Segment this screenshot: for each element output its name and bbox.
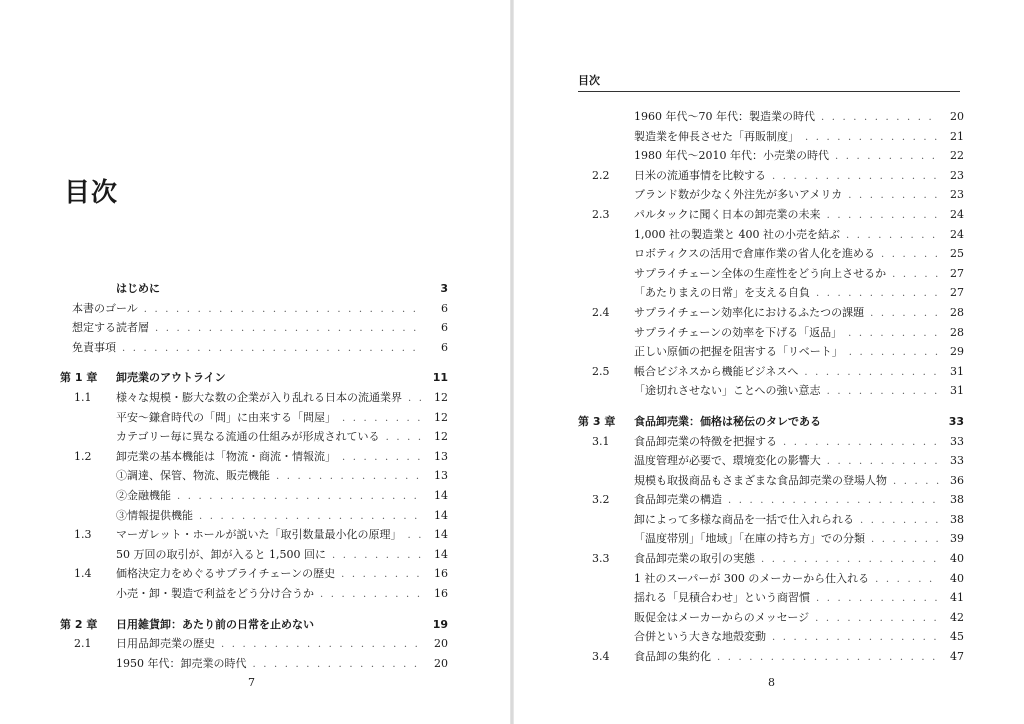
toc-entry[interactable] — [60, 507, 448, 527]
toc-entry[interactable] — [578, 570, 964, 590]
toc-entry[interactable] — [60, 428, 448, 448]
dot-leader — [849, 347, 940, 358]
toc-entry-title: 想定する読者層 — [72, 321, 149, 335]
page-number: 7 — [248, 676, 255, 689]
dot-leader — [772, 171, 940, 182]
toc-entry-title: 規模も取扱商品もさまざまな食品卸売業の登場人物 — [634, 473, 887, 487]
toc-entry[interactable] — [578, 265, 964, 285]
toc-entry[interactable] — [578, 147, 964, 167]
toc-entry-title: 1960 年代～70 年代：製造業の時代 — [634, 110, 815, 123]
toc-entry[interactable] — [578, 284, 964, 304]
toc-entry-page: 21 — [950, 129, 964, 143]
toc-entry-page: 22 — [950, 149, 964, 163]
toc-entry-page: 39 — [950, 532, 964, 546]
toc-entry-title: 販促金はメーカーからのメッセージ — [634, 610, 810, 624]
toc-entry-page: 38 — [950, 512, 964, 526]
toc-entry[interactable] — [60, 526, 448, 546]
toc-entry-title: 食品卸売業の特徴を把握する — [634, 434, 777, 448]
toc-entry[interactable] — [578, 343, 964, 363]
toc-entry-number: 2.5 — [592, 364, 610, 378]
toc-entry-title: 日用品卸売業の歴史 — [116, 637, 215, 651]
toc-entry-number: 2.2 — [592, 168, 610, 182]
dot-leader — [342, 413, 424, 424]
toc-entry-number: 第 3 章 — [578, 414, 616, 428]
toc-entry-title: 卸によって多様な商品を一括で仕入れられる — [634, 512, 854, 526]
toc-entry[interactable] — [578, 609, 964, 629]
dot-leader — [408, 393, 424, 404]
dot-leader — [155, 323, 424, 334]
toc-entry-page: 12 — [434, 410, 448, 424]
toc-entry-title: 正しい原価の把握を阻害する「リベート」 — [634, 345, 843, 359]
toc-entry[interactable] — [578, 363, 964, 383]
toc-entry-page: 12 — [434, 430, 448, 444]
running-head: 目次 — [578, 72, 960, 92]
toc-entry-page: 16 — [434, 586, 448, 600]
toc-entry-number: 3.2 — [592, 493, 610, 507]
toc-entry[interactable] — [578, 186, 964, 206]
dot-leader — [253, 659, 425, 670]
toc-entry[interactable] — [60, 280, 448, 300]
toc-entry-page: 14 — [434, 547, 448, 561]
toc-entry-number: 1.3 — [74, 528, 92, 542]
page-title: 目次 — [64, 178, 119, 208]
dot-leader — [893, 476, 940, 487]
toc-entry-number: 第 2 章 — [60, 617, 98, 631]
toc-entry-page: 23 — [950, 188, 964, 202]
toc-entry-title: ③情報提供機能 — [116, 508, 193, 522]
toc-entry-page: 36 — [950, 473, 964, 487]
toc-entry[interactable] — [60, 655, 448, 675]
toc-entry[interactable] — [578, 108, 964, 128]
toc-entry-title: ブランド数が少なく外注先が多いアメリカ — [634, 188, 843, 202]
dot-leader — [221, 639, 424, 650]
toc-entry[interactable] — [578, 511, 964, 531]
dot-leader — [860, 515, 940, 526]
toc-entry-page: 40 — [950, 571, 964, 585]
toc-entry-title: 食品卸売業：価格は秘伝のタレである — [634, 414, 821, 428]
toc-entry[interactable] — [578, 472, 964, 492]
toc-entry[interactable] — [60, 339, 448, 359]
toc-entry-title: 日用雑貨卸：あたり前の日常を止めない — [116, 617, 314, 631]
toc-entry-title: マーガレット・ホールが説いた「取引数量最小化の原理」 — [116, 528, 402, 542]
dot-leader — [199, 511, 424, 522]
toc-entry-page: 13 — [434, 469, 448, 483]
toc-entry-page: 19 — [432, 617, 448, 631]
toc-entry-title: 製造業を伸長させた「再販制度」 — [634, 129, 799, 143]
toc-entry-title: はじめに — [116, 282, 160, 295]
dot-leader — [717, 652, 940, 663]
toc-entry-number: 2.4 — [592, 305, 610, 319]
toc-entry-page: 6 — [441, 301, 448, 315]
toc-entry[interactable] — [60, 319, 448, 339]
dot-leader — [816, 593, 940, 604]
toc-entry[interactable] — [578, 648, 964, 668]
dot-leader — [332, 550, 424, 561]
toc-entry-page: 12 — [434, 390, 448, 404]
dot-leader — [386, 432, 424, 443]
toc-entry[interactable] — [60, 546, 448, 566]
dot-leader — [816, 288, 940, 299]
toc-entry-title: ロボティクスの活用で倉庫作業の省人化を進める — [634, 247, 876, 261]
left-page — [0, 0, 510, 724]
toc-entry[interactable] — [578, 433, 964, 453]
toc-entry-title: 卸売業の基本機能は「物流・商流・情報流」 — [116, 449, 336, 463]
toc-entry-page: 20 — [434, 656, 448, 670]
toc-entry[interactable] — [578, 245, 964, 265]
toc-entry-title: 「あたりまえの日常」を支える自負 — [634, 286, 810, 300]
toc-entry-title: 食品卸売業の構造 — [634, 493, 722, 507]
toc-list-left — [60, 280, 448, 674]
toc-entry[interactable] — [578, 206, 964, 226]
dot-leader — [835, 151, 940, 162]
toc-entry-title: 様々な規模・膨大な数の企業が入り乱れる日本の流通業界 — [116, 390, 402, 404]
toc-entry[interactable] — [578, 167, 964, 187]
dot-leader — [815, 613, 940, 624]
toc-entry-page: 31 — [950, 364, 964, 378]
toc-entry-page: 24 — [950, 227, 964, 241]
toc-entry-page: 45 — [950, 630, 964, 644]
toc-entry-number: 2.1 — [74, 637, 92, 651]
dot-leader — [875, 574, 940, 585]
dot-leader — [761, 554, 940, 565]
dot-leader — [827, 210, 940, 221]
toc-entry[interactable] — [60, 616, 448, 636]
toc-list-right — [578, 108, 964, 668]
toc-entry-page: 16 — [434, 567, 448, 581]
dot-leader — [848, 190, 940, 201]
dot-leader — [728, 495, 940, 506]
toc-entry-title: 本書のゴール — [72, 301, 138, 315]
dot-leader — [821, 112, 940, 123]
toc-entry-title: 「途切れさせない」ことへの強い意志 — [634, 384, 821, 398]
toc-entry-title: 合併という大きな地殻変動 — [634, 630, 766, 644]
toc-entry-title: 50 万回の取引が、卸が入ると 1,500 回に — [116, 547, 326, 561]
toc-entry-number: 3.3 — [592, 552, 610, 566]
dot-leader — [881, 249, 940, 260]
toc-entry-page: 40 — [950, 552, 964, 566]
toc-entry-page: 28 — [950, 305, 964, 319]
toc-entry-page: 6 — [441, 321, 448, 335]
toc-entry-page: 20 — [434, 637, 448, 651]
toc-entry-number: 1.2 — [74, 449, 92, 463]
toc-entry-title: 1,000 社の製造業と 400 社の小売を結ぶ — [634, 227, 840, 241]
toc-entry-page: 11 — [432, 371, 448, 385]
toc-entry-title: 価格決定力をめぐるサプライチェーンの歴史 — [116, 567, 336, 581]
dot-leader — [870, 308, 940, 319]
toc-entry[interactable] — [60, 300, 448, 320]
toc-entry-page: 47 — [950, 650, 964, 664]
toc-entry[interactable] — [60, 389, 448, 409]
toc-entry-page: 25 — [950, 247, 964, 261]
toc-entry[interactable] — [578, 324, 964, 344]
dot-leader — [772, 632, 940, 643]
toc-entry-page: 14 — [434, 488, 448, 502]
toc-entry-title: ①調達、保管、物流、販売機能 — [116, 469, 270, 483]
toc-entry-title: パルタックに聞く日本の卸売業の未来 — [634, 207, 821, 221]
toc-entry-title: 1950 年代：卸売業の時代 — [116, 656, 247, 670]
toc-entry[interactable] — [60, 487, 448, 507]
dot-leader — [144, 304, 424, 315]
toc-entry-page: 23 — [950, 168, 964, 182]
toc-entry-title: ②金融機能 — [116, 488, 171, 502]
toc-entry[interactable] — [578, 589, 964, 609]
toc-entry[interactable] — [578, 491, 964, 511]
toc-entry[interactable] — [578, 382, 964, 402]
toc-entry[interactable] — [60, 409, 448, 429]
toc-entry-number: 2.3 — [592, 207, 610, 221]
dot-leader — [848, 328, 940, 339]
toc-entry-page: 38 — [950, 493, 964, 507]
toc-entry-number: 1.4 — [74, 567, 92, 581]
toc-entry-title: 1980 年代～2010 年代：小売業の時代 — [634, 149, 829, 163]
toc-entry-number: 3.4 — [592, 650, 610, 664]
toc-entry-page: 41 — [950, 591, 964, 605]
toc-entry-title: 食品卸売業の取引の実態 — [634, 552, 755, 566]
toc-entry-page: 6 — [441, 340, 448, 354]
toc-entry-page: 14 — [434, 508, 448, 522]
toc-entry[interactable] — [578, 226, 964, 246]
dot-leader — [341, 569, 424, 580]
dot-leader — [177, 491, 424, 502]
dot-leader — [122, 343, 424, 354]
toc-entry-page: 28 — [950, 325, 964, 339]
toc-entry-title: 食品卸の集約化 — [634, 650, 711, 664]
toc-entry[interactable] — [578, 628, 964, 648]
toc-entry-page: 20 — [950, 110, 964, 123]
dot-leader — [846, 230, 940, 241]
dot-leader — [892, 269, 940, 280]
toc-entry-page: 14 — [434, 528, 448, 542]
toc-entry-title: 1 社のスーパーが 300 のメーカーから仕入れる — [634, 571, 870, 585]
toc-entry-title: 揺れる「見積合わせ」という商習慣 — [634, 591, 810, 605]
toc-entry[interactable] — [578, 413, 964, 433]
toc-entry-title: サプライチェーンの効率を下げる「返品」 — [634, 325, 843, 339]
dot-leader — [342, 452, 424, 463]
toc-entry[interactable] — [60, 565, 448, 585]
toc-entry-title: 免責事項 — [72, 340, 116, 354]
toc-entry-page: 29 — [950, 345, 964, 359]
toc-entry-page: 3 — [440, 282, 448, 295]
toc-entry[interactable] — [578, 550, 964, 570]
toc-entry-page: 27 — [950, 286, 964, 300]
toc-entry-page: 13 — [434, 449, 448, 463]
toc-entry-title: 帳合ビジネスから機能ビジネスへ — [634, 364, 799, 378]
toc-entry-page: 33 — [948, 414, 964, 428]
toc-entry[interactable] — [578, 128, 964, 148]
toc-entry[interactable] — [60, 467, 448, 487]
page-number: 8 — [768, 676, 775, 689]
toc-entry[interactable] — [60, 635, 448, 655]
toc-entry[interactable] — [578, 304, 964, 324]
toc-entry[interactable] — [60, 369, 448, 389]
toc-entry-title: 小売・卸・製造で利益をどう分け合うか — [116, 586, 314, 600]
toc-entry[interactable] — [578, 530, 964, 550]
toc-entry-page: 33 — [950, 454, 964, 468]
toc-entry-page: 27 — [950, 266, 964, 280]
toc-entry-title: 温度管理が必要で、環境変化の影響大 — [634, 454, 821, 468]
dot-leader — [276, 471, 424, 482]
toc-entry-page: 42 — [950, 610, 964, 624]
dot-leader — [805, 132, 940, 143]
toc-entry-title: サプライチェーン効率化におけるふたつの課題 — [634, 305, 865, 319]
toc-entry-number: 1.1 — [74, 390, 92, 404]
right-page — [514, 0, 1024, 724]
dot-leader — [783, 437, 940, 448]
toc-entry-title: 平安～鎌倉時代の「問」に由来する「問屋」 — [116, 410, 336, 424]
dot-leader — [827, 456, 940, 467]
toc-entry-title: サプライチェーン全体の生産性をどう向上させるか — [634, 266, 887, 280]
toc-entry-number: 第 1 章 — [60, 371, 98, 385]
toc-entry-page: 31 — [950, 384, 964, 398]
toc-entry-page: 24 — [950, 207, 964, 221]
toc-entry-title: カテゴリー毎に異なる流通の仕組みが形成されている — [116, 430, 380, 444]
dot-leader — [827, 386, 940, 397]
toc-entry-page: 33 — [950, 434, 964, 448]
toc-entry-title: 日米の流通事情を比較する — [634, 168, 766, 182]
toc-entry[interactable] — [578, 452, 964, 472]
toc-entry[interactable] — [60, 448, 448, 468]
toc-entry-number: 3.1 — [592, 434, 610, 448]
toc-entry-title: 卸売業のアウトライン — [116, 371, 226, 385]
dot-leader — [320, 589, 424, 600]
dot-leader — [804, 367, 940, 378]
toc-entry-title: 「温度帯別」「地域」「在庫の持ち方」での分類 — [634, 532, 865, 546]
toc-entry[interactable] — [60, 585, 448, 605]
dot-leader — [407, 530, 424, 541]
dot-leader — [871, 534, 940, 545]
